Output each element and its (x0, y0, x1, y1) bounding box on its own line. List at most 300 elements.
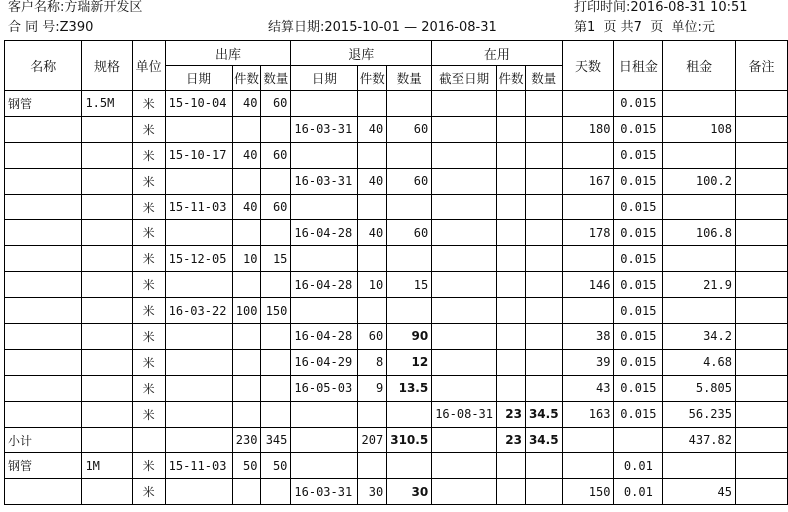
cell-return-count: 30 (358, 479, 387, 505)
cell-return-date (291, 194, 358, 220)
col-header-out-date: 日期 (165, 66, 232, 91)
cell-note (735, 375, 787, 401)
cell-out-qty (261, 479, 291, 505)
cell-days (562, 142, 614, 168)
cell-return-date: 16-04-28 (291, 324, 358, 350)
cell-daily-rent: 0.015 (614, 220, 663, 246)
cell-return-count: 9 (358, 375, 387, 401)
cell-unit: 米 (132, 194, 165, 220)
print-time-value: 2016-08-31 10:51 (630, 0, 748, 15)
cell-out-date (165, 324, 232, 350)
cell-out-date (165, 479, 232, 505)
cell-return-count: 40 (358, 168, 387, 194)
cell-spec (82, 427, 132, 453)
table-row (5, 91, 788, 117)
cell-use-count: 23 (497, 401, 526, 427)
cell-out-qty (261, 272, 291, 298)
cell-out-qty: 150 (261, 298, 291, 324)
cell-rent: 45 (663, 479, 736, 505)
col-header-out-qty: 数量 (261, 66, 291, 91)
settlement-value: 2015-10-01 — 2016-08-31 (324, 20, 497, 35)
cell-daily-rent: 0.015 (614, 246, 663, 272)
cell-spec (82, 401, 132, 427)
col-header-use-count: 件数 (497, 66, 526, 91)
cell-rent: 100.2 (663, 168, 736, 194)
cell-out-date (165, 349, 232, 375)
contract-label: 合 同 号: (8, 20, 60, 35)
cell-spec (82, 298, 132, 324)
cell-days: 180 (562, 116, 614, 142)
cell-return-date: 16-03-31 (291, 479, 358, 505)
cell-use-count (497, 194, 526, 220)
cell-return-count: 207 (358, 427, 387, 453)
cell-days (562, 427, 614, 453)
cell-rent (663, 194, 736, 220)
cell-daily-rent: 0.01 (614, 479, 663, 505)
cell-days (562, 194, 614, 220)
cell-daily-rent: 0.015 (614, 375, 663, 401)
cell-return-date (291, 246, 358, 272)
cell-return-count (358, 91, 387, 117)
cell-spec (82, 272, 132, 298)
cell-use-date (432, 349, 497, 375)
cell-return-count (358, 401, 387, 427)
cell-use-date (432, 116, 497, 142)
cell-name: 小计 (5, 427, 82, 453)
cell-daily-rent: 0.015 (614, 194, 663, 220)
contract-line (8, 20, 93, 35)
cell-return-count: 10 (358, 272, 387, 298)
cell-out-date: 15-12-05 (165, 246, 232, 272)
cell-return-qty: 310.5 (387, 427, 432, 453)
cell-daily-rent: 0.015 (614, 349, 663, 375)
page-info-line (574, 20, 715, 35)
col-header-use-qty: 数量 (525, 66, 562, 91)
cell-return-date: 16-03-31 (291, 116, 358, 142)
cell-rent: 56.235 (663, 401, 736, 427)
cell-days: 167 (562, 168, 614, 194)
cell-use-date (432, 168, 497, 194)
table-row (5, 349, 788, 375)
cell-unit: 米 (132, 142, 165, 168)
cell-out-qty (261, 220, 291, 246)
col-header-spec: 规格 (82, 41, 132, 91)
col-header-unit: 单位 (132, 41, 165, 91)
cell-days (562, 453, 614, 479)
cell-out-date (165, 375, 232, 401)
cell-out-qty (261, 349, 291, 375)
cell-daily-rent: 0.015 (614, 142, 663, 168)
cell-name (5, 168, 82, 194)
col-header-days: 天数 (562, 41, 614, 91)
col-header-rent: 租金 (663, 41, 736, 91)
cell-rent (663, 91, 736, 117)
cell-note (735, 453, 787, 479)
cell-rent: 108 (663, 116, 736, 142)
cell-unit: 米 (132, 375, 165, 401)
cell-out-count (232, 220, 261, 246)
table-row (5, 246, 788, 272)
cell-use-qty (525, 142, 562, 168)
cell-rent: 106.8 (663, 220, 736, 246)
cell-return-count: 40 (358, 220, 387, 246)
cell-name: 钢管 (5, 91, 82, 117)
cell-return-date (291, 401, 358, 427)
cell-out-date (165, 220, 232, 246)
cell-name (5, 116, 82, 142)
cell-unit: 米 (132, 116, 165, 142)
table-row (5, 272, 788, 298)
col-header-return-count: 件数 (358, 66, 387, 91)
col-header-note: 备注 (735, 41, 787, 91)
cell-rent (663, 298, 736, 324)
cell-spec (82, 142, 132, 168)
cell-note (735, 142, 787, 168)
cell-out-qty: 60 (261, 194, 291, 220)
cell-use-count (497, 142, 526, 168)
cell-unit: 米 (132, 298, 165, 324)
settlement-line (268, 20, 497, 35)
cell-out-qty (261, 116, 291, 142)
cell-out-count: 40 (232, 91, 261, 117)
cell-note (735, 116, 787, 142)
cell-return-count (358, 246, 387, 272)
cell-use-qty (525, 324, 562, 350)
cell-spec (82, 116, 132, 142)
cell-out-qty: 15 (261, 246, 291, 272)
cell-use-date: 16-08-31 (432, 401, 497, 427)
cell-days: 178 (562, 220, 614, 246)
cell-name (5, 194, 82, 220)
cell-return-date: 16-04-28 (291, 220, 358, 246)
cell-out-date: 16-03-22 (165, 298, 232, 324)
cell-unit: 米 (132, 479, 165, 505)
cell-unit: 米 (132, 272, 165, 298)
table-row (5, 401, 788, 427)
table-row (5, 427, 788, 453)
cell-use-qty (525, 220, 562, 246)
cell-use-date (432, 324, 497, 350)
unit-label: 单位: (671, 20, 702, 35)
customer-name-label: 客户名称: (8, 0, 65, 15)
cell-out-date: 15-11-03 (165, 194, 232, 220)
cell-unit: 米 (132, 168, 165, 194)
cell-out-date (165, 272, 232, 298)
cell-name (5, 349, 82, 375)
cell-use-date (432, 220, 497, 246)
settlement-label: 结算日期: (268, 20, 325, 35)
col-header-return: 退库 (291, 41, 432, 66)
cell-name (5, 375, 82, 401)
table-row (5, 168, 788, 194)
cell-return-date: 16-03-31 (291, 168, 358, 194)
cell-use-count (497, 453, 526, 479)
cell-return-qty (387, 142, 432, 168)
cell-days: 39 (562, 349, 614, 375)
cell-spec (82, 479, 132, 505)
cell-use-date (432, 375, 497, 401)
col-header-out: 出库 (165, 41, 291, 66)
cell-name (5, 272, 82, 298)
cell-days (562, 246, 614, 272)
cell-use-qty (525, 194, 562, 220)
cell-return-date (291, 91, 358, 117)
cell-daily-rent (614, 427, 663, 453)
cell-return-count (358, 194, 387, 220)
rental-statement-table (4, 40, 788, 505)
cell-return-count: 40 (358, 116, 387, 142)
print-time-line (574, 0, 748, 15)
col-header-use-date: 截至日期 (432, 66, 497, 91)
unit-value: 元 (701, 20, 715, 35)
cell-use-count (497, 349, 526, 375)
cell-use-count (497, 272, 526, 298)
cell-out-count: 40 (232, 194, 261, 220)
cell-out-qty: 60 (261, 91, 291, 117)
cell-rent: 5.805 (663, 375, 736, 401)
cell-note (735, 427, 787, 453)
cell-note (735, 220, 787, 246)
cell-return-qty (387, 194, 432, 220)
cell-use-count (497, 220, 526, 246)
cell-out-count: 10 (232, 246, 261, 272)
cell-out-count (232, 349, 261, 375)
cell-out-count (232, 479, 261, 505)
cell-note (735, 272, 787, 298)
cell-out-date (165, 168, 232, 194)
cell-use-date (432, 272, 497, 298)
cell-name (5, 324, 82, 350)
cell-out-date: 15-11-03 (165, 453, 232, 479)
cell-out-count (232, 272, 261, 298)
cell-unit: 米 (132, 453, 165, 479)
cell-use-qty (525, 168, 562, 194)
cell-out-qty (261, 324, 291, 350)
cell-spec (82, 324, 132, 350)
cell-name (5, 401, 82, 427)
cell-rent: 34.2 (663, 324, 736, 350)
cell-note (735, 401, 787, 427)
cell-out-date: 15-10-04 (165, 91, 232, 117)
cell-spec (82, 194, 132, 220)
col-header-return-date: 日期 (291, 66, 358, 91)
cell-use-count (497, 375, 526, 401)
cell-note (735, 246, 787, 272)
cell-use-count (497, 246, 526, 272)
cell-daily-rent: 0.015 (614, 168, 663, 194)
cell-out-qty (261, 401, 291, 427)
cell-use-qty: 34.5 (525, 427, 562, 453)
cell-name (5, 220, 82, 246)
cell-daily-rent: 0.015 (614, 401, 663, 427)
cell-rent (663, 142, 736, 168)
cell-out-count (232, 116, 261, 142)
cell-return-qty (387, 91, 432, 117)
table-row (5, 324, 788, 350)
cell-out-count (232, 401, 261, 427)
cell-days: 163 (562, 401, 614, 427)
cell-out-date (165, 116, 232, 142)
cell-use-qty (525, 116, 562, 142)
customer-name-line (8, 0, 142, 15)
cell-out-count (232, 168, 261, 194)
cell-name (5, 479, 82, 505)
cell-note (735, 349, 787, 375)
cell-return-qty (387, 453, 432, 479)
cell-return-qty: 60 (387, 116, 432, 142)
cell-unit: 米 (132, 324, 165, 350)
cell-spec (82, 246, 132, 272)
cell-days: 150 (562, 479, 614, 505)
cell-out-date (165, 401, 232, 427)
cell-use-date (432, 142, 497, 168)
cell-unit (132, 427, 165, 453)
cell-out-count (232, 324, 261, 350)
cell-spec: 1M (82, 453, 132, 479)
cell-note (735, 298, 787, 324)
cell-use-date (432, 298, 497, 324)
cell-daily-rent: 0.015 (614, 116, 663, 142)
cell-daily-rent: 0.015 (614, 324, 663, 350)
cell-spec (82, 220, 132, 246)
cell-return-date (291, 142, 358, 168)
customer-name-value: 方瑞新开发区 (64, 0, 143, 15)
cell-out-qty: 50 (261, 453, 291, 479)
cell-return-count: 8 (358, 349, 387, 375)
col-header-name: 名称 (5, 41, 82, 91)
cell-note (735, 194, 787, 220)
cell-days (562, 298, 614, 324)
cell-out-qty: 345 (261, 427, 291, 453)
cell-use-qty (525, 479, 562, 505)
cell-use-date (432, 246, 497, 272)
cell-spec (82, 168, 132, 194)
cell-out-qty (261, 375, 291, 401)
cell-use-date (432, 479, 497, 505)
cell-return-count (358, 298, 387, 324)
cell-out-count: 230 (232, 427, 261, 453)
cell-return-count (358, 453, 387, 479)
cell-return-date (291, 427, 358, 453)
cell-spec (82, 349, 132, 375)
cell-use-count (497, 298, 526, 324)
cell-days (562, 91, 614, 117)
cell-days: 146 (562, 272, 614, 298)
table-row (5, 116, 788, 142)
cell-use-qty (525, 298, 562, 324)
table-body (5, 91, 788, 505)
cell-return-qty (387, 298, 432, 324)
cell-out-qty: 60 (261, 142, 291, 168)
cell-return-date: 16-04-28 (291, 272, 358, 298)
col-header-daily-rent: 日租金 (614, 41, 663, 91)
cell-rent (663, 453, 736, 479)
cell-return-date: 16-04-29 (291, 349, 358, 375)
cell-rent: 21.9 (663, 272, 736, 298)
cell-out-count (232, 375, 261, 401)
col-header-out-count: 件数 (232, 66, 261, 91)
cell-out-count: 100 (232, 298, 261, 324)
cell-out-date: 15-10-17 (165, 142, 232, 168)
cell-name (5, 246, 82, 272)
cell-unit: 米 (132, 401, 165, 427)
cell-unit: 米 (132, 220, 165, 246)
cell-return-qty: 15 (387, 272, 432, 298)
cell-unit: 米 (132, 246, 165, 272)
table-row (5, 453, 788, 479)
cell-out-date (165, 427, 232, 453)
contract-value: Z390 (59, 20, 94, 35)
cell-return-qty (387, 246, 432, 272)
cell-use-count (497, 91, 526, 117)
cell-unit: 米 (132, 349, 165, 375)
cell-return-count (358, 142, 387, 168)
cell-use-date (432, 453, 497, 479)
cell-use-count (497, 116, 526, 142)
cell-daily-rent: 0.01 (614, 453, 663, 479)
cell-use-date (432, 427, 497, 453)
cell-note (735, 324, 787, 350)
cell-use-qty (525, 349, 562, 375)
cell-return-date (291, 453, 358, 479)
print-time-label: 打印时间: (574, 0, 631, 15)
cell-rent: 4.68 (663, 349, 736, 375)
cell-out-count: 40 (232, 142, 261, 168)
cell-out-qty (261, 168, 291, 194)
col-header-return-qty: 数量 (387, 66, 432, 91)
cell-return-qty: 13.5 (387, 375, 432, 401)
cell-use-qty (525, 272, 562, 298)
cell-return-qty (387, 401, 432, 427)
col-header-in-use: 在用 (432, 41, 562, 66)
table-row (5, 375, 788, 401)
cell-out-count: 50 (232, 453, 261, 479)
table-row (5, 298, 788, 324)
cell-use-qty (525, 246, 562, 272)
cell-return-qty: 30 (387, 479, 432, 505)
cell-use-count (497, 479, 526, 505)
cell-note (735, 479, 787, 505)
cell-return-qty: 60 (387, 168, 432, 194)
cell-return-qty: 60 (387, 220, 432, 246)
cell-spec (82, 375, 132, 401)
cell-return-qty: 12 (387, 349, 432, 375)
table-row (5, 220, 788, 246)
cell-note (735, 168, 787, 194)
cell-use-qty: 34.5 (525, 401, 562, 427)
cell-daily-rent: 0.015 (614, 272, 663, 298)
cell-daily-rent: 0.015 (614, 91, 663, 117)
cell-use-date (432, 194, 497, 220)
cell-days: 38 (562, 324, 614, 350)
cell-use-count (497, 324, 526, 350)
page-info: 第1 页 共7 页 (574, 20, 664, 35)
cell-return-count: 60 (358, 324, 387, 350)
cell-unit: 米 (132, 91, 165, 117)
cell-return-date (291, 298, 358, 324)
cell-rent: 437.82 (663, 427, 736, 453)
cell-return-date: 16-05-03 (291, 375, 358, 401)
cell-days: 43 (562, 375, 614, 401)
cell-use-qty (525, 453, 562, 479)
cell-name: 钢管 (5, 453, 82, 479)
cell-use-date (432, 91, 497, 117)
cell-use-count (497, 168, 526, 194)
cell-note (735, 91, 787, 117)
cell-spec: 1.5M (82, 91, 132, 117)
cell-name (5, 142, 82, 168)
cell-return-qty: 90 (387, 324, 432, 350)
